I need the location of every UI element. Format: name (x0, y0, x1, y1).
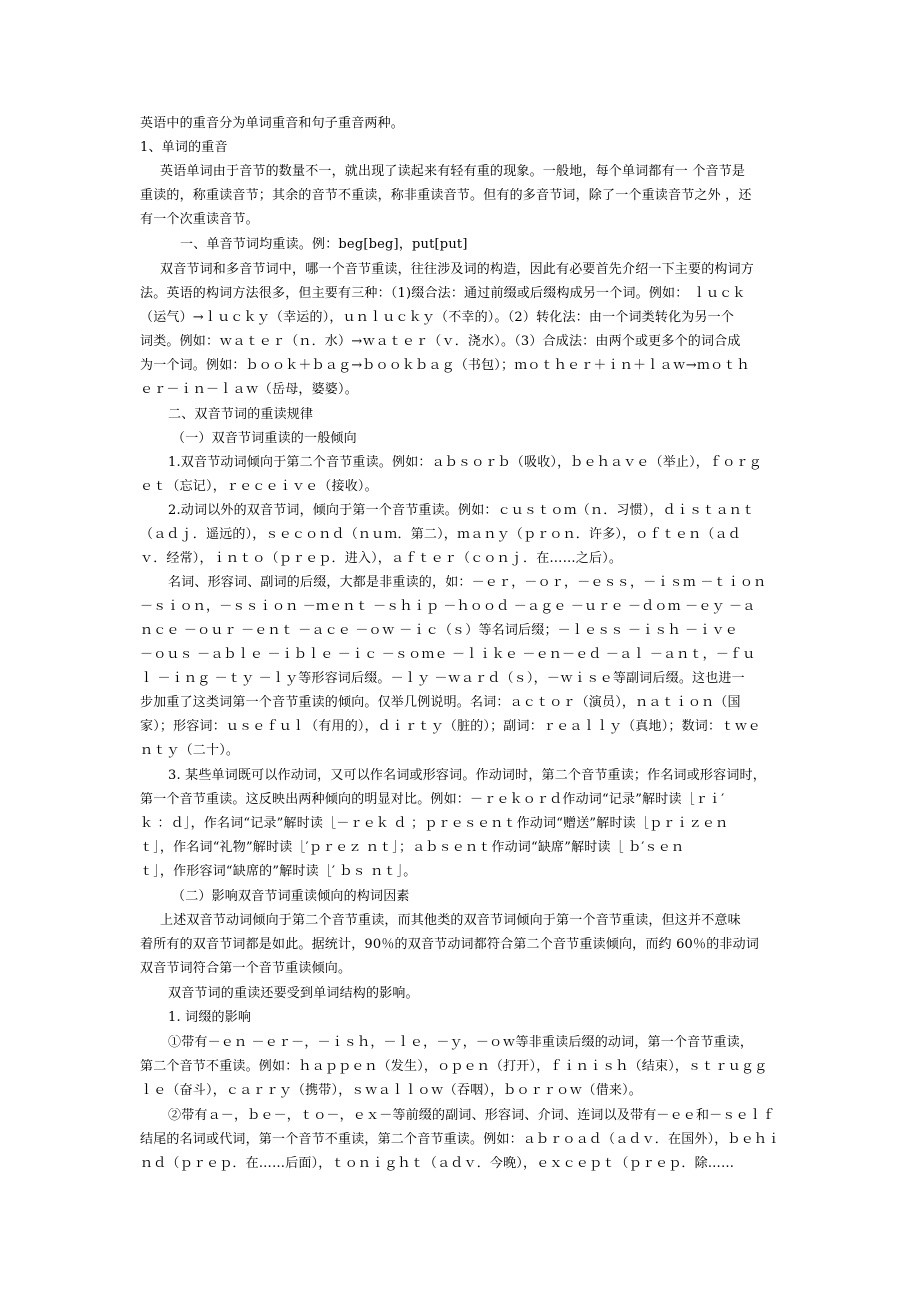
paragraph-line: 第一个音节重读。这反映出两种倾向的明显对比。例如：－ｒｅｋｏｒｄ作动词“记录”解时读［ｒｉ′ (140, 792, 725, 807)
paragraph-line: 家）；形容词：ｕｓｅｆｕｌ（有用的），ｄｉｒｔｙ（脏的）；副词：ｒｅａｌｌｙ（真地）；数词：ｔｗｅ (140, 719, 761, 734)
paragraph-line: （运气）→ｌｕｃｋｙ（幸运的），ｕｎｌｕｃｋｙ（不幸的）。（2）转化法：由一个词类转化为另一个 (140, 310, 735, 325)
paragraph-line: 双音节词和多音节词中，哪一个音节重读，往往涉及词的构造，因此有必要首先介绍一下主要的构词方 (160, 262, 755, 277)
paragraph-line: 1.双音节动词倾向于第二个音节重读。例如：ａｂｓｏｒｂ（吸收），ｂｅｈａｖｅ（举止），ｆｏｒｇ (168, 455, 762, 470)
paragraph-line: 2.动词以外的双音节词，倾向于第一个音节重读。例如：ｃｕｓｔｏｍ（ｎ．习惯），ｄｉｓｔａｎｔ (168, 503, 756, 518)
paragraph-line: ①带有－ｅｎ －ｅｒ－，－ｉｓｈ，－ｌｅ，－ｙ，－ｏｗ等非重读后缀的动词，第一个音节重读， (168, 1035, 754, 1050)
paragraph-line: 法。英语的构词方法很多，但主要有三种：（1)缀合法：通过前缀或后缀构成另一个词。例如： ｌｕｃｋ (140, 286, 746, 301)
paragraph-line: ｌ －ｉｎｇ －ｔｙ －ｌｙ等形容词后缀。－ｌｙ －ｗａｒｄ（ｓ），－ｗｉｓｅ等副词后缀。这也进一 (140, 671, 745, 686)
paragraph-line: ｅｒ－ｉｎ－ｌａｗ（岳母，婆婆）。 (140, 382, 358, 397)
paragraph-line: 3. 某些单词既可以作动词，又可以作名词或形容词。作动词时，第二个音节重读；作名词或形容词时， (168, 768, 766, 783)
subsection-heading: 一、单音节词均重读。例：beg[beg]，put[put] (180, 237, 468, 252)
paragraph-line: －ｏｕｓ －ａｂｌｅ －ｉｂｌｅ －ｉｃ －ｓｏｍｅ －ｌｉｋｅ －ｅｎ－ｅｄ －ａｌ －ａｎｔ，－ｆｕ (140, 647, 756, 662)
paragraph-line: ②带有ａ－，ｂｅ－，ｔｏ－，ｅｘ－等前缀的副词、形容词、介词、连词以及带有－ｅｅ和－ｓｅｌｆ (168, 1108, 776, 1123)
paragraph-line: 上述双音节动词倾向于第二个音节重读，而其他类的双音节词倾向于第一个音节重读，但这并不意味 (160, 913, 741, 928)
paragraph-line: ｔ］，作名词“礼物”解时读［′ｐｒｅｚ ｎｔ］；ａｂｓｅｎｔ作动词“缺席”解时读［ ｂ′ｓｅｎ (140, 840, 685, 855)
subsection-heading: （二）影响双音节词重读倾向的构词因素 (172, 889, 410, 904)
paragraph-line: ｋ ：ｄ］，作名词“记录”解时读［－ｒｅｋ ｄ ；ｐｒｅｓｅｎｔ作动词“赠送”解时读［ｐｒｉｚｅｎ (140, 816, 729, 831)
paragraph-line: 为一个词。例如：ｂｏｏｋ＋ｂａｇ→ｂｏｏｋｂａｇ（书包）；ｍｏｔｈｅｒ＋ｉｎ＋ｌａｗ→ｍｏｔｈ (140, 358, 750, 373)
paragraph-line: （ａｄｊ．遥远的），ｓｅｃｏｎｄ（ｎｕｍ．第二），ｍａｎｙ（ｐｒｏｎ．许多），ｏｆｔｅｎ（ａｄ (140, 527, 741, 542)
section-heading: 1、单词的重音 (140, 140, 228, 155)
paragraph-line: －ｓｉｏｎ，－ｓｓｉｏｎ －ｍｅｎｔ －ｓｈｉｐ －ｈｏｏｄ －ａｇｅ －ｕｒｅ －ｄｏｍ －ｅｙ －ａ (140, 599, 756, 614)
paragraph-line: 有一个次重读音节。 (140, 212, 259, 227)
paragraph-line: ｌｅ（奋斗），ｃａｒｒｙ（携带），ｓｗａｌｌｏｗ（吞咽），ｂｏｒｒｏｗ（借来）。 (140, 1083, 643, 1098)
subsection-heading: 二、双音节词的重读规律 (168, 407, 314, 422)
paragraph-line: 着所有的双音节词都是如此。据统计，90％的双音节动词都符合第二个音节重读倾向，而约 60％的非动词 (140, 937, 760, 952)
paragraph-line: ｎｃｅ －ｏｕｒ －ｅｎｔ －ａｃｅ －ｏｗ －ｉｃ（ｓ）等名词后缀；－ｌｅｓｓ －ｉｓｈ －ｉｖｅ (140, 623, 738, 638)
paragraph-line: 步加重了这类词第一个音节重读的倾向。仅举几例说明。名词：ａｃｔｏｒ（演员），ｎａｔｉｏｎ（国 (140, 695, 741, 710)
subsection-heading: （一）双音节词重读的一般倾向 (172, 431, 357, 446)
paragraph-line: 第二个音节不重读。例如：ｈａｐｐｅｎ（发生），ｏｐｅｎ（打开），ｆｉｎｉｓｈ（结束），ｓｔｒｕｇｇ (140, 1059, 768, 1074)
paragraph-line: ｎｄ（ｐｒｅｐ．在……后面），ｔｏｎｉｇｈｔ（ａｄｖ．今晚），ｅｘｃｅｐｔ（ｐｒｅｐ．除…… (140, 1156, 735, 1171)
intro-line: 英语中的重音分为单词重音和句子重音两种。 (140, 116, 405, 131)
paragraph-line: 双音节词的重读还要受到单词结构的影响。 (168, 986, 419, 1001)
paragraph-line: 英语单词由于音节的数量不一，就出现了读起来有轻有重的现象。一般地，每个单词都有一 个音节是 (160, 164, 746, 179)
paragraph-line: 结尾的名词或代词，第一个音节不重读，第二个音节重读。例如：ａｂｒｏａｄ（ａｄｖ．在国外），ｂｅｈｉ (140, 1132, 781, 1147)
paragraph-line: 词类。例如：ｗａｔｅｒ（ｎ．水）→ｗａｔｅｒ（ｖ．浇水）。（3）合成法：由两个或更多个的词合成 (140, 334, 741, 349)
paragraph-line: 重读的，称重读音节；其余的音节不重读，称非重读音节。但有的多音节词，除了一个重读音节之外 ，还 (140, 188, 752, 203)
paragraph-line: ｎｔｙ（二十）。 (140, 743, 240, 758)
paragraph-line: ｖ．经常），ｉｎｔｏ（ｐｒｅｐ．进入），ａｆｔｅｒ（ｃｏｎｊ．在……之后）。 (140, 551, 623, 566)
paragraph-line: 名词、形容词、副词的后缀，大都是非重读的，如：－ｅｒ，－ｏｒ，－ｅｓｓ，－ｉｓｍ －ｔｉｏｎ (168, 575, 767, 590)
subsection-heading: 1. 词缀的影响 (168, 1010, 252, 1025)
paragraph-line: ｅｔ（忘记），ｒｅｃｅｉｖｅ（接收）。 (140, 479, 378, 494)
paragraph-line: ｔ］，作形容词“缺席的”解时读［′ ｂｓ ｎｔ］。 (140, 864, 417, 879)
paragraph-line: 双音节词符合第一个音节重读倾向。 (140, 961, 352, 976)
